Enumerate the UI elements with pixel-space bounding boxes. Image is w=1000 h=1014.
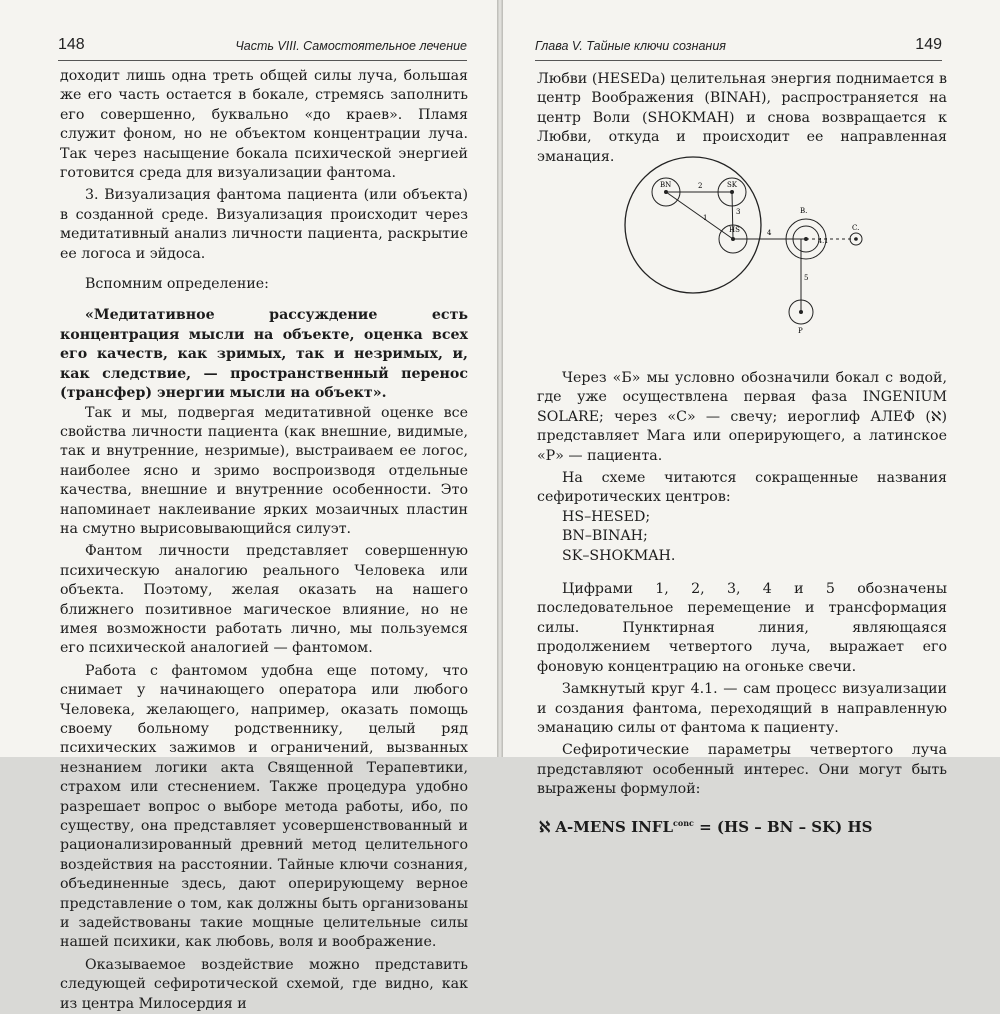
sefirot-list (562, 508, 947, 566)
label-41: 4.1 (818, 237, 829, 245)
paragraph: Сефиротические параметры четвертого луча представляют особенный интерес. Они могут быть выражены формулой: (537, 742, 947, 798)
label-p: P (798, 327, 803, 335)
node-p-dot (799, 310, 803, 314)
running-head-title: Глава V. Тайные ключи сознания (535, 39, 726, 53)
left-page-text (60, 67, 468, 1014)
label-sk: SK (727, 181, 738, 189)
sefirot-item: BN–BINAH; (562, 528, 648, 545)
running-header (58, 34, 467, 61)
sefirot-item: SK–SHOKMAH. (562, 547, 676, 564)
edge-label-1: 1 (703, 214, 708, 222)
label-bn: BN (660, 181, 672, 189)
running-header (535, 34, 942, 61)
right-page (503, 0, 1000, 836)
definition-quote: «Медитативное рассуждение есть концентрация мысли на объекте, оценка всех его качеств, как зримых, так и незримых, и, как следствие, — пространственный перенос (трансфер) энергии мысли на объект». (60, 307, 468, 402)
paragraph: Через «Б» мы условно обозначили бокал с водой, где уже осуществлена первая фаза INGENIUM SOLARE; через «С» — свечу; иероглиф АЛЕФ (ℵ) представляет Мага или оперирующего, а латинское «Р» — пациента. (537, 370, 947, 464)
label-hs: HS (729, 226, 740, 234)
page-number: 149 (915, 36, 942, 53)
sefirot-item: HS–HESED; (562, 508, 651, 525)
node-b-dot (804, 237, 808, 241)
formula-suffix: = (HS – BN – SK) HS (693, 817, 873, 836)
paragraph: 3. Визуализация фантома пациента (или объекта) в созданной среде. Визуализация происходит через медитативный анализ личности пациента, раскрытие ее логоса и эйдоса. (60, 187, 468, 262)
paragraph: Работа с фантомом удобна еще потому, что снимает у начинающего оператора или любого Человека, желающего, например, оказать помощь своему больному родственнику, целый ряд психических зажимов и ограничений, вызванных незнанием логики акта Священной Терапевтики, страхом или стеснением. Также процедура удобно разрешает вопрос о выборе метода работы, ибо, по существу, она представляет усовершенствованный и рационализированный древний метод целительного воздействия на расстоянии. Тайные ключи сознания, объединенные здесь, дают оперирующему верное представление о том, как должны быть организованы и задействованы такие мощные целительные силы нашей психики, как любовь, воля и воображение. (60, 662, 468, 951)
paragraph: Замкнутый круг 4.1. — сам процесс визуализации и создания фантома, переходящий в направленную эманацию силы от фантома к пациенту. (537, 681, 947, 736)
node-c-dot (854, 237, 858, 241)
right-page-text (537, 369, 947, 837)
running-head-title: Часть VIII. Самостоятельное лечение (235, 39, 467, 53)
paragraph: Оказываемое воздействие можно представить следующей сефиротической схемой, где видно, как из центра Милосердия и (60, 956, 468, 1012)
formula-superscript: conc (673, 817, 694, 828)
left-page (0, 0, 497, 1012)
node-sk-dot (730, 190, 734, 194)
edge-label-3: 3 (736, 208, 741, 216)
edge-label-4: 4 (767, 229, 772, 237)
node-hs-dot (731, 237, 735, 241)
label-b: B. (800, 207, 808, 215)
page-number: 148 (58, 36, 85, 53)
paragraph: Вспомним определение: (85, 276, 269, 293)
large-circle (625, 157, 761, 293)
paragraph: Цифрами 1, 2, 3, 4 и 5 обозначены последовательное перемещение и трансформация силы. Пунктирная линия, являющаяся продолжением четвертого луча, выражает его фоновую концентрацию на огоньке свечи. (537, 581, 947, 675)
formula (539, 814, 947, 837)
label-c: C. (852, 224, 860, 232)
node-bn-dot (664, 190, 668, 194)
paragraph: Любви (HESEDa) целительная энергия поднимается в центр Воображения (BINAH), распространяется на центр Воли (SHOKMAH) и снова возвращается к Любви, откуда и происходит ее направленная эманация. (537, 71, 947, 165)
sefirot-diagram (623, 150, 873, 350)
edge-label-5: 5 (804, 274, 809, 282)
edge-1 (666, 192, 733, 239)
paragraph: Так и мы, подвергая медитативной оценке все свойства личности пациента (как внешние, видимые, так и внутренние, незримые), выстраиваем ее логос, наиболее ясно и зримо воспроизводя отдельные качества, внешние и внутренние особенности. Это напоминает наклеивание ярких мозаичных пластин на смутно вырисовывающийся силуэт. (60, 404, 468, 537)
paragraph: На схеме читаются сокращенные названия сефиротических центров: (537, 470, 947, 506)
paragraph: Фантом личности представляет совершенную психическую аналогию реального Человека или объекта. Поэтому, желая оказать на нашего ближнего позитивное магическое влияние, но не имея возможности работать лично, мы пользуемся его психической аналогией — фантомом. (60, 543, 468, 657)
paragraph: доходит лишь одна треть общей силы луча, большая же его часть остается в бокале, стремясь заполнить его совершенно, буквально «до краев». Пламя служит фоном, но не объектом концентрации луча. Так через насыщение бокала психической энергией готовится среда для визуализации фантома. (60, 68, 468, 182)
edge-label-2: 2 (698, 182, 703, 190)
formula-prefix: ℵ A-MENS INFL (539, 817, 673, 836)
